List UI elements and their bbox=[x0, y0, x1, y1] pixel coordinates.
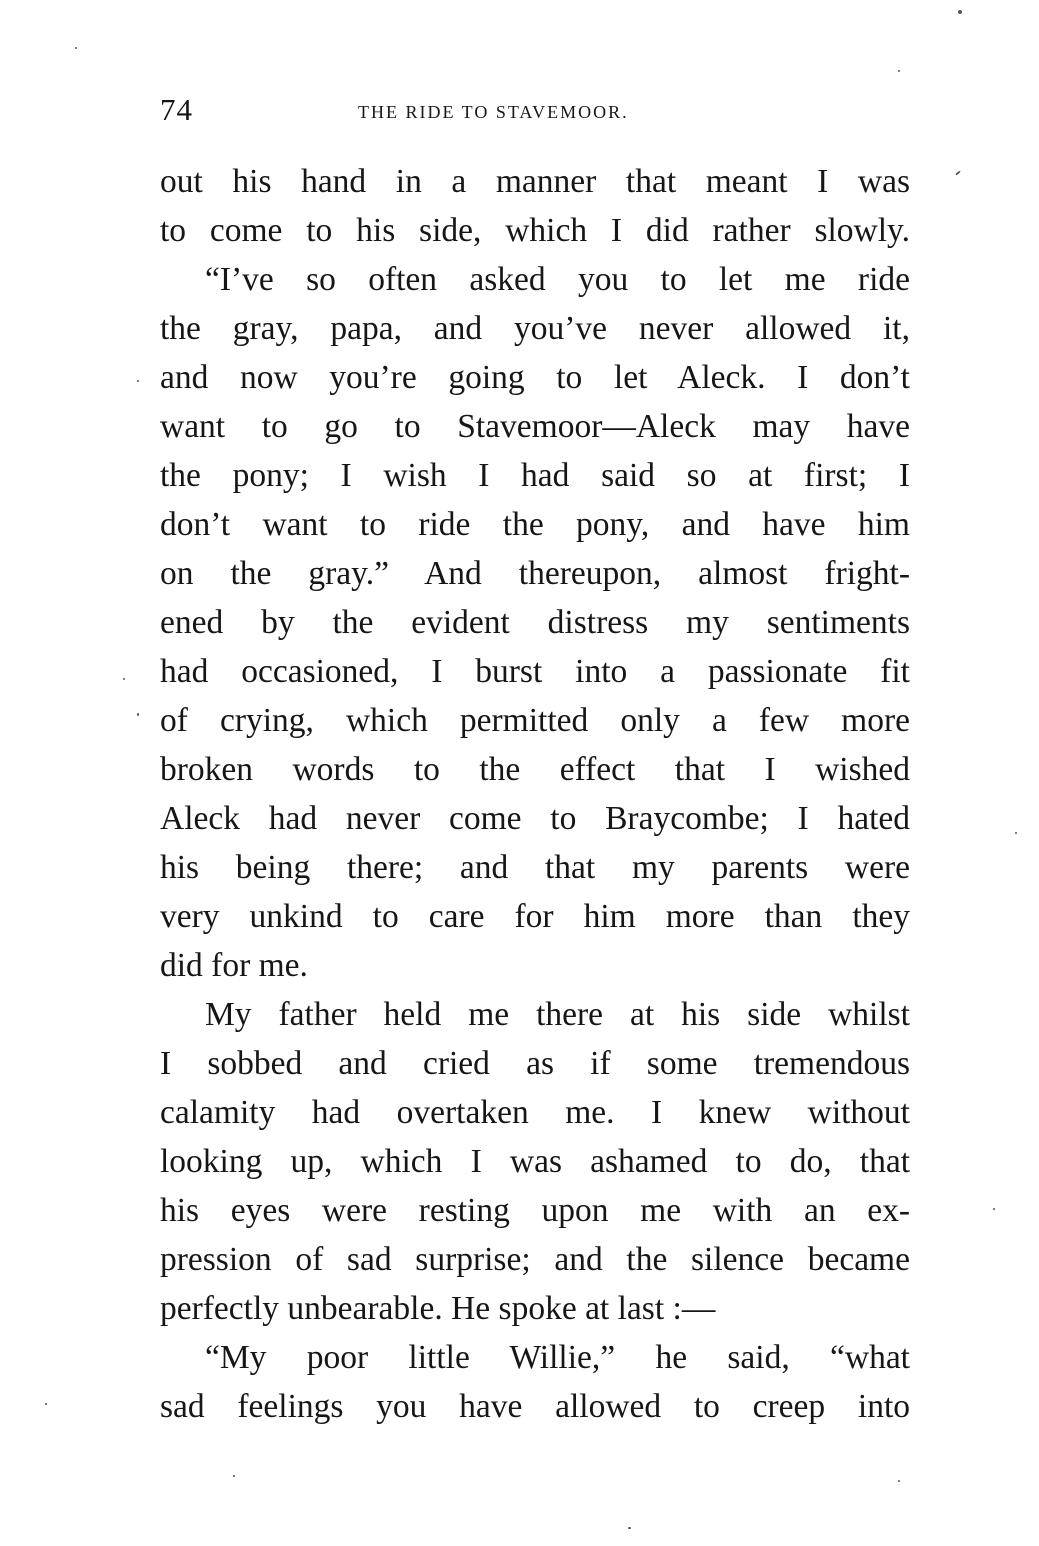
scan-speck bbox=[137, 713, 139, 716]
text-line: ened by the evident distress my sentiments bbox=[160, 604, 910, 641]
page-header bbox=[160, 92, 910, 132]
text-line: to come to his side, which I did rather slowly. bbox=[160, 212, 910, 249]
scan-speck bbox=[628, 1527, 631, 1529]
text-line: “My poor little Willie,” he said, “what bbox=[205, 1339, 910, 1376]
scan-speck bbox=[137, 380, 139, 382]
text-line: the gray, papa, and you’ve never allowed it, bbox=[160, 310, 910, 347]
text-line: broken words to the effect that I wished bbox=[160, 751, 910, 788]
text-line: and now you’re going to let Aleck. I don’t bbox=[160, 359, 910, 396]
scan-speck bbox=[75, 47, 77, 49]
text-line: calamity had overtaken me. I knew without bbox=[160, 1094, 910, 1131]
text-line: “I’ve so often asked you to let me ride bbox=[205, 261, 910, 298]
text-line: out his hand in a manner that meant I was bbox=[160, 163, 910, 200]
scan-speck bbox=[958, 10, 962, 14]
text-line: My father held me there at his side whilst bbox=[205, 996, 910, 1033]
scan-speck bbox=[1015, 832, 1017, 834]
scan-speck bbox=[955, 170, 961, 175]
scan-speck bbox=[45, 1403, 47, 1405]
text-line: very unkind to care for him more than they bbox=[160, 898, 910, 935]
text-line: don’t want to ride the pony, and have him bbox=[160, 506, 910, 543]
scan-speck bbox=[123, 678, 125, 680]
page-number: 74 bbox=[160, 92, 193, 127]
text-line: perfectly unbearable. He spoke at last :— bbox=[160, 1290, 716, 1327]
text-line: sad feelings you have allowed to creep into bbox=[160, 1388, 910, 1425]
scan-speck bbox=[993, 1208, 995, 1210]
text-line: his eyes were resting upon me with an ex- bbox=[160, 1192, 910, 1229]
running-head: THE RIDE TO STAVEMOOR. bbox=[358, 102, 629, 122]
scan-speck bbox=[233, 1475, 235, 1477]
text-line: his being there; and that my parents were bbox=[160, 849, 910, 886]
text-line: of crying, which permitted only a few more bbox=[160, 702, 910, 739]
text-line: did for me. bbox=[160, 947, 308, 984]
body-text bbox=[160, 157, 910, 1431]
text-line: the pony; I wish I had said so at first; I bbox=[160, 457, 910, 494]
text-line: want to go to Stavemoor—Aleck may have bbox=[160, 408, 910, 445]
text-line: I sobbed and cried as if some tremendous bbox=[160, 1045, 910, 1082]
text-line: pression of sad surprise; and the silence became bbox=[160, 1241, 910, 1278]
scan-speck bbox=[898, 1480, 900, 1482]
text-line: Aleck had never come to Braycombe; I hated bbox=[160, 800, 910, 837]
text-line: had occasioned, I burst into a passionate fit bbox=[160, 653, 910, 690]
text-line: looking up, which I was ashamed to do, that bbox=[160, 1143, 910, 1180]
scan-speck bbox=[898, 70, 900, 72]
text-line: on the gray.” And thereupon, almost fright- bbox=[160, 555, 910, 592]
